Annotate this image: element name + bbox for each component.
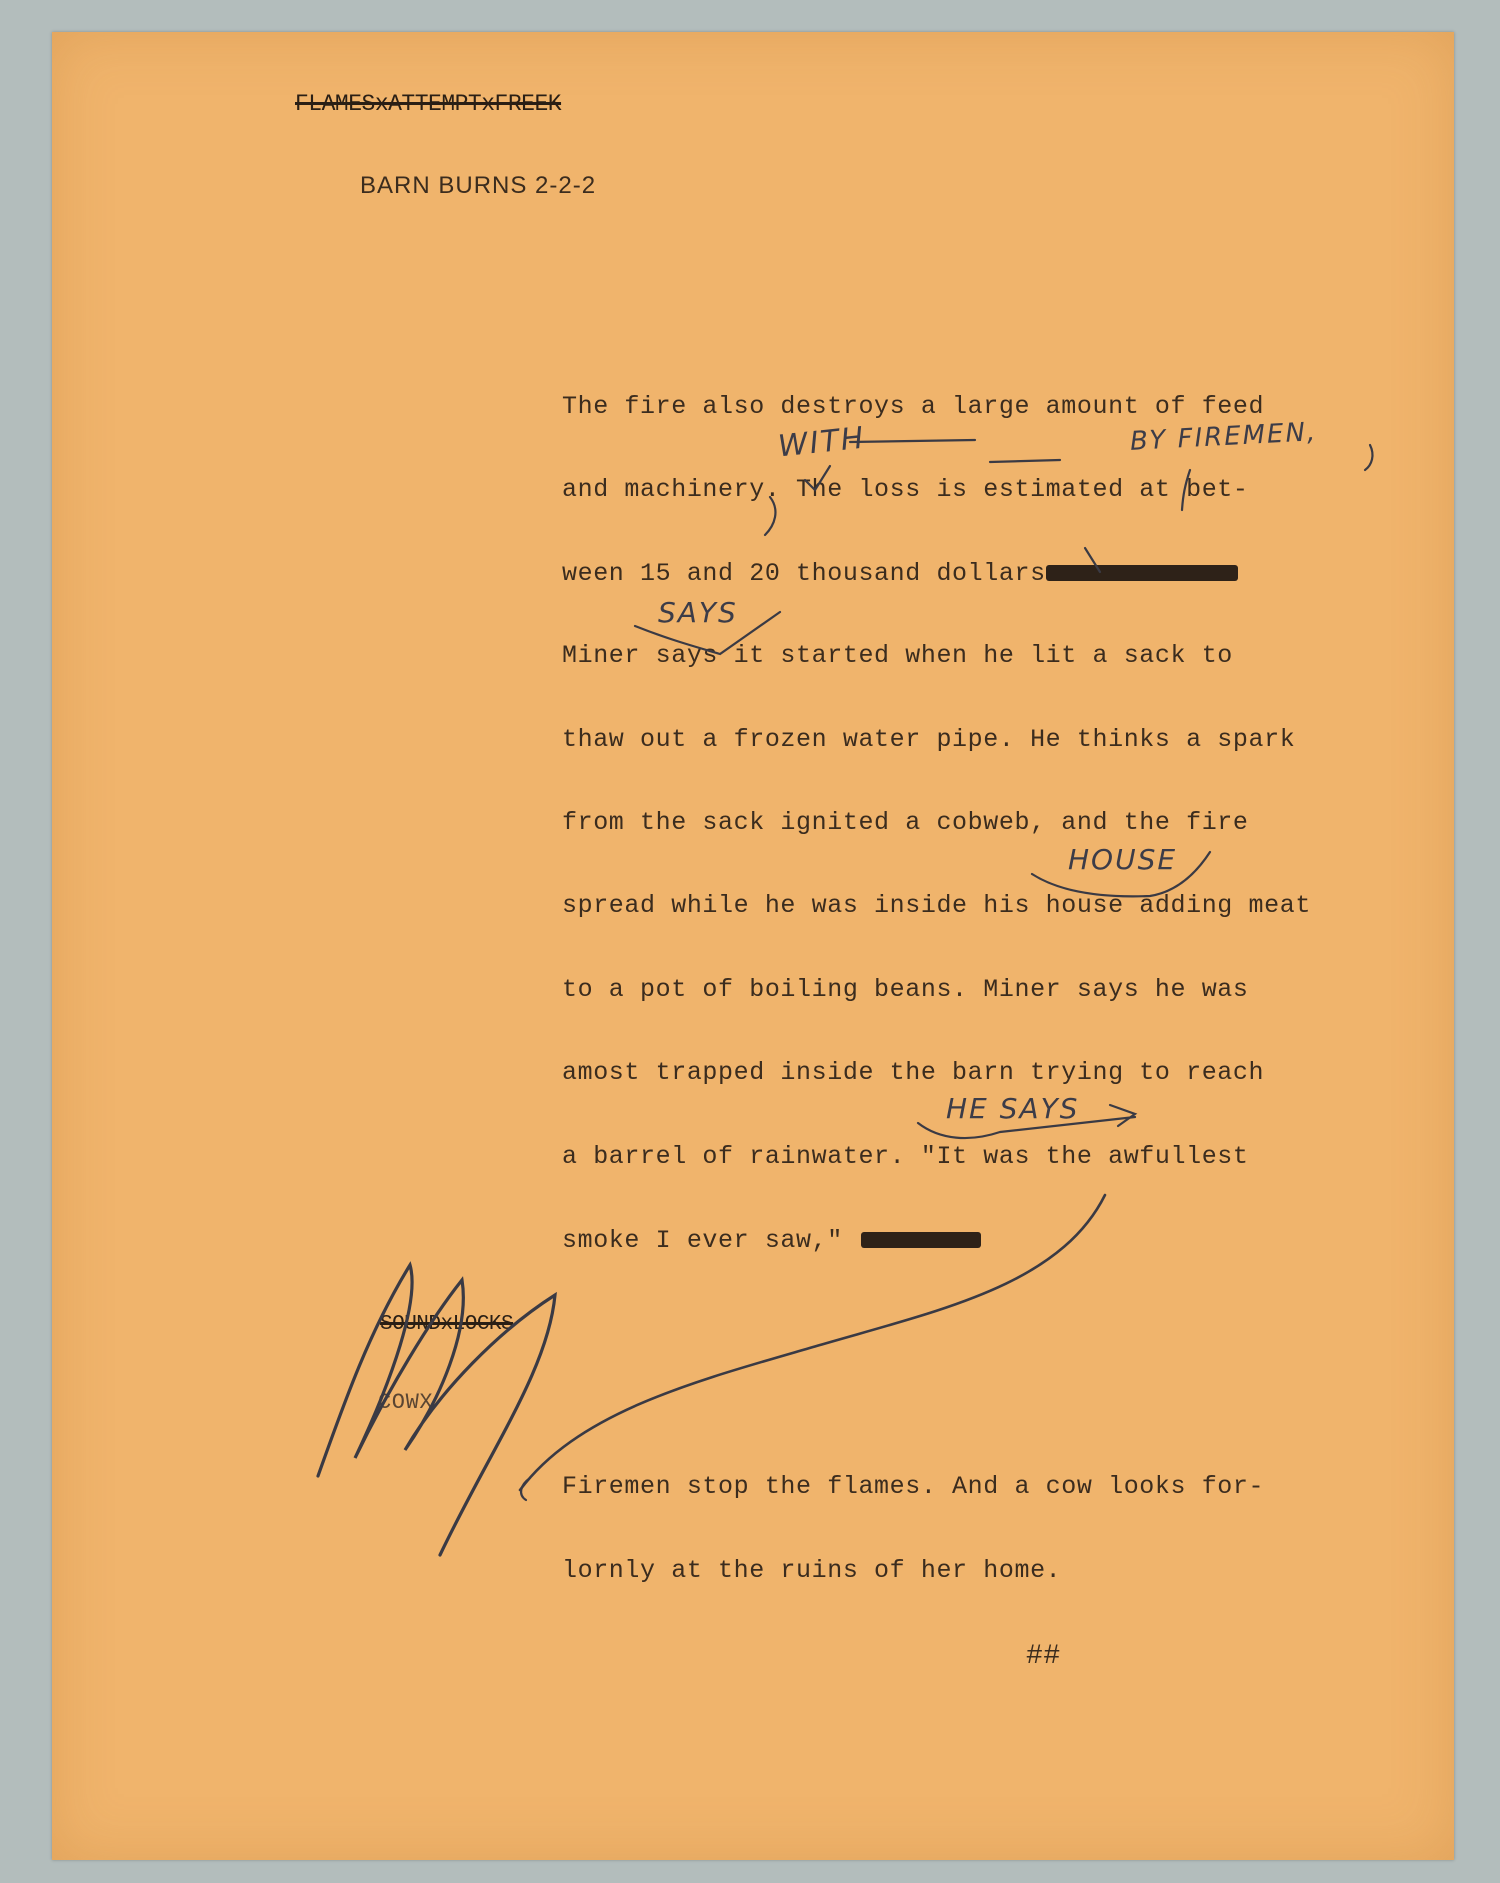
body-line-7: spread while he was inside his house adding meat (562, 891, 1311, 920)
body-line-9: amost trapped inside the barn trying to reach (562, 1058, 1265, 1087)
handwritten-by-firemen: BY FIREMEN, (1129, 417, 1318, 457)
body-line-10: a barrel of rainwater. "It was the awfullest (562, 1142, 1249, 1171)
body-line-11-text: smoke I ever saw," (562, 1226, 843, 1255)
handwritten-he-says: HE SAYS (946, 1092, 1080, 1125)
body-line-3 (562, 561, 1238, 586)
body-line-4: Miner says it started when he lit a sack to (562, 641, 1233, 670)
typed-page (52, 32, 1454, 1860)
handwritten-with: WITH (776, 420, 867, 465)
body-line-1: The fire also destroys a large amount of feed (562, 392, 1265, 421)
handwritten-house: HOUSE (1068, 843, 1178, 876)
end-mark: ## (1026, 1641, 1061, 1672)
body-line-5: thaw out a frozen water pipe. He thinks a spark (562, 725, 1296, 754)
struck-label: SOUNDxLOCKS (380, 1313, 514, 1336)
final-line-2: lornly at the ruins of her home. (562, 1556, 1062, 1585)
slug-line: BARN BURNS 2-2-2 (360, 172, 597, 199)
final-line-1: Firemen stop the flames. And a cow looks for- (562, 1472, 1265, 1501)
body-line-8: to a pot of boiling beans. Miner says he was (562, 975, 1249, 1004)
redaction-mark (1046, 565, 1238, 581)
body-line-3-text: ween 15 and 20 thousand dollars (562, 559, 1046, 588)
cow-label: COWX (378, 1390, 434, 1415)
struck-header: FLAMESxATTEMPTxFREEK (295, 91, 562, 117)
redaction-mark (861, 1232, 981, 1248)
body-line-6: from the sack ignited a cobweb, and the fire (562, 808, 1249, 837)
body-line-2: and machinery. The loss is estimated at bet- (562, 475, 1249, 504)
handwritten-says: SAYS (658, 596, 738, 629)
body-line-11 (562, 1228, 981, 1253)
